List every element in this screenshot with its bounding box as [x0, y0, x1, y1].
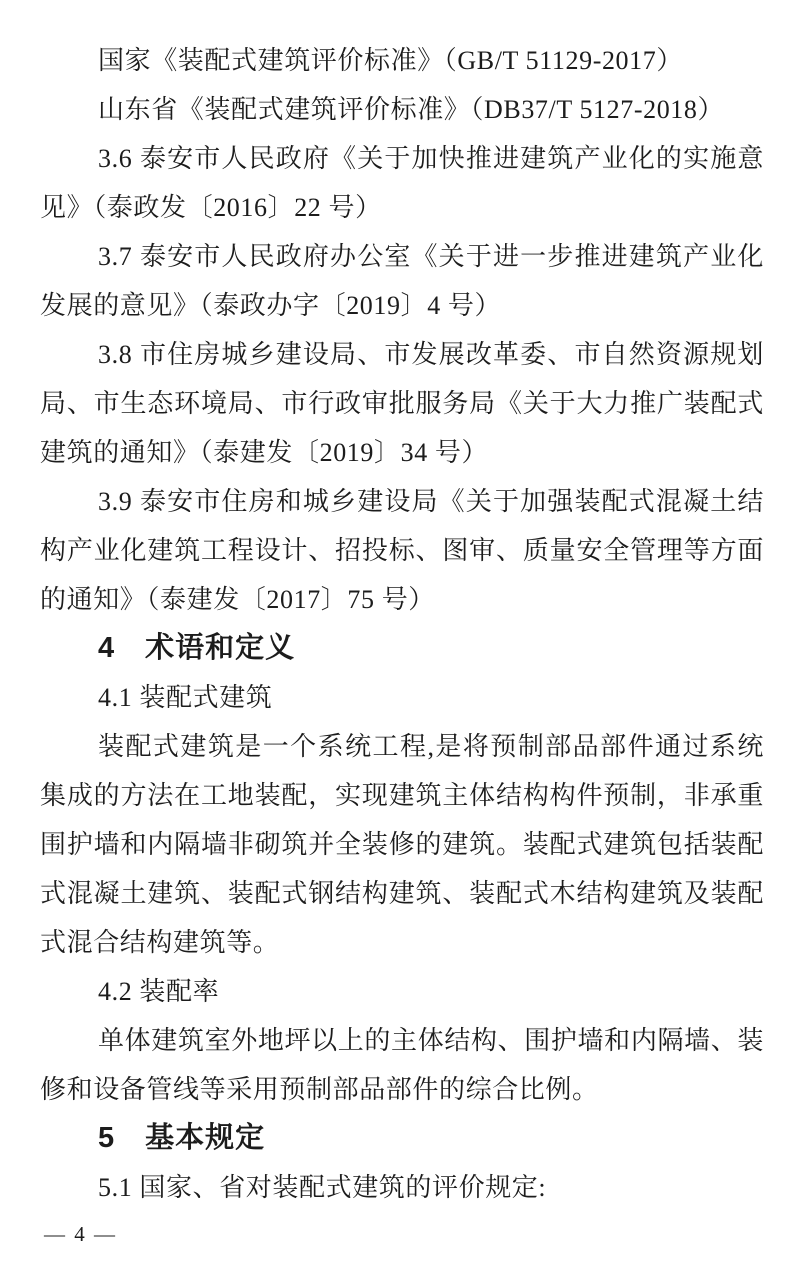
- section-heading-5: 5 基本规定: [98, 1122, 266, 1154]
- text-line-item-3-9-cont-2: 的通知》（泰建发〔2017〕75 号）: [40, 585, 435, 614]
- text-line-def-4-1-2: 集成的方法在工地装配，实现建筑主体结构构件预制，非承重: [40, 781, 764, 810]
- text-line-item-3-8-cont-2: 建筑的通知》（泰建发〔2019〕34 号）: [40, 438, 489, 467]
- text-line-standard-national: 国家《装配式建筑评价标准》（GB/T 51129-2017）: [98, 46, 683, 75]
- text-line-item-3-7-cont: 发展的意见》（泰政办字〔2019〕4 号）: [40, 291, 502, 320]
- text-line-item-3-9: 3.9 泰安市住房和城乡建设局《关于加强装配式混凝土结: [98, 487, 764, 516]
- text-line-item-5-1: 5.1 国家、省对装配式建筑的评价规定:: [98, 1173, 547, 1202]
- text-line-def-4-1-5: 式混合结构建筑等。: [40, 928, 280, 957]
- text-line-standard-province: 山东省《装配式建筑评价标准》（DB37/T 5127-2018）: [98, 95, 725, 124]
- text-line-item-3-9-cont-1: 构产业化建筑工程设计、招投标、图审、质量安全管理等方面: [40, 536, 764, 565]
- text-line-item-3-6-cont: 见》（泰政发〔2016〕22 号）: [40, 193, 382, 222]
- text-line-item-4-2: 4.2 装配率: [98, 977, 220, 1006]
- text-line-item-3-8-cont-1: 局、市生态环境局、市行政审批服务局《关于大力推广装配式: [40, 389, 764, 418]
- text-line-def-4-2-1: 单体建筑室外地坪以上的主体结构、围护墙和内隔墙、装: [98, 1026, 764, 1055]
- text-line-item-3-6: 3.6 泰安市人民政府《关于加快推进建筑产业化的实施意: [98, 144, 764, 173]
- text-line-def-4-2-2: 修和设备管线等采用预制部品部件的综合比例。: [40, 1075, 599, 1104]
- text-line-item-3-7: 3.7 泰安市人民政府办公室《关于进一步推进建筑产业化: [98, 242, 764, 271]
- text-line-item-3-8: 3.8 市住房城乡建设局、市发展改革委、市自然资源规划: [98, 340, 764, 369]
- text-line-def-4-1-4: 式混凝土建筑、装配式钢结构建筑、装配式木结构建筑及装配: [40, 879, 764, 908]
- text-line-def-4-1-3: 围护墙和内隔墙非砌筑并全装修的建筑。装配式建筑包括装配: [40, 830, 764, 859]
- page-number: — 4 —: [44, 1222, 117, 1246]
- section-heading-4: 4 术语和定义: [98, 632, 296, 664]
- text-line-item-4-1: 4.1 装配式建筑: [98, 683, 273, 712]
- text-line-def-4-1-1: 装配式建筑是一个系统工程,是将预制部品部件通过系统: [98, 732, 764, 761]
